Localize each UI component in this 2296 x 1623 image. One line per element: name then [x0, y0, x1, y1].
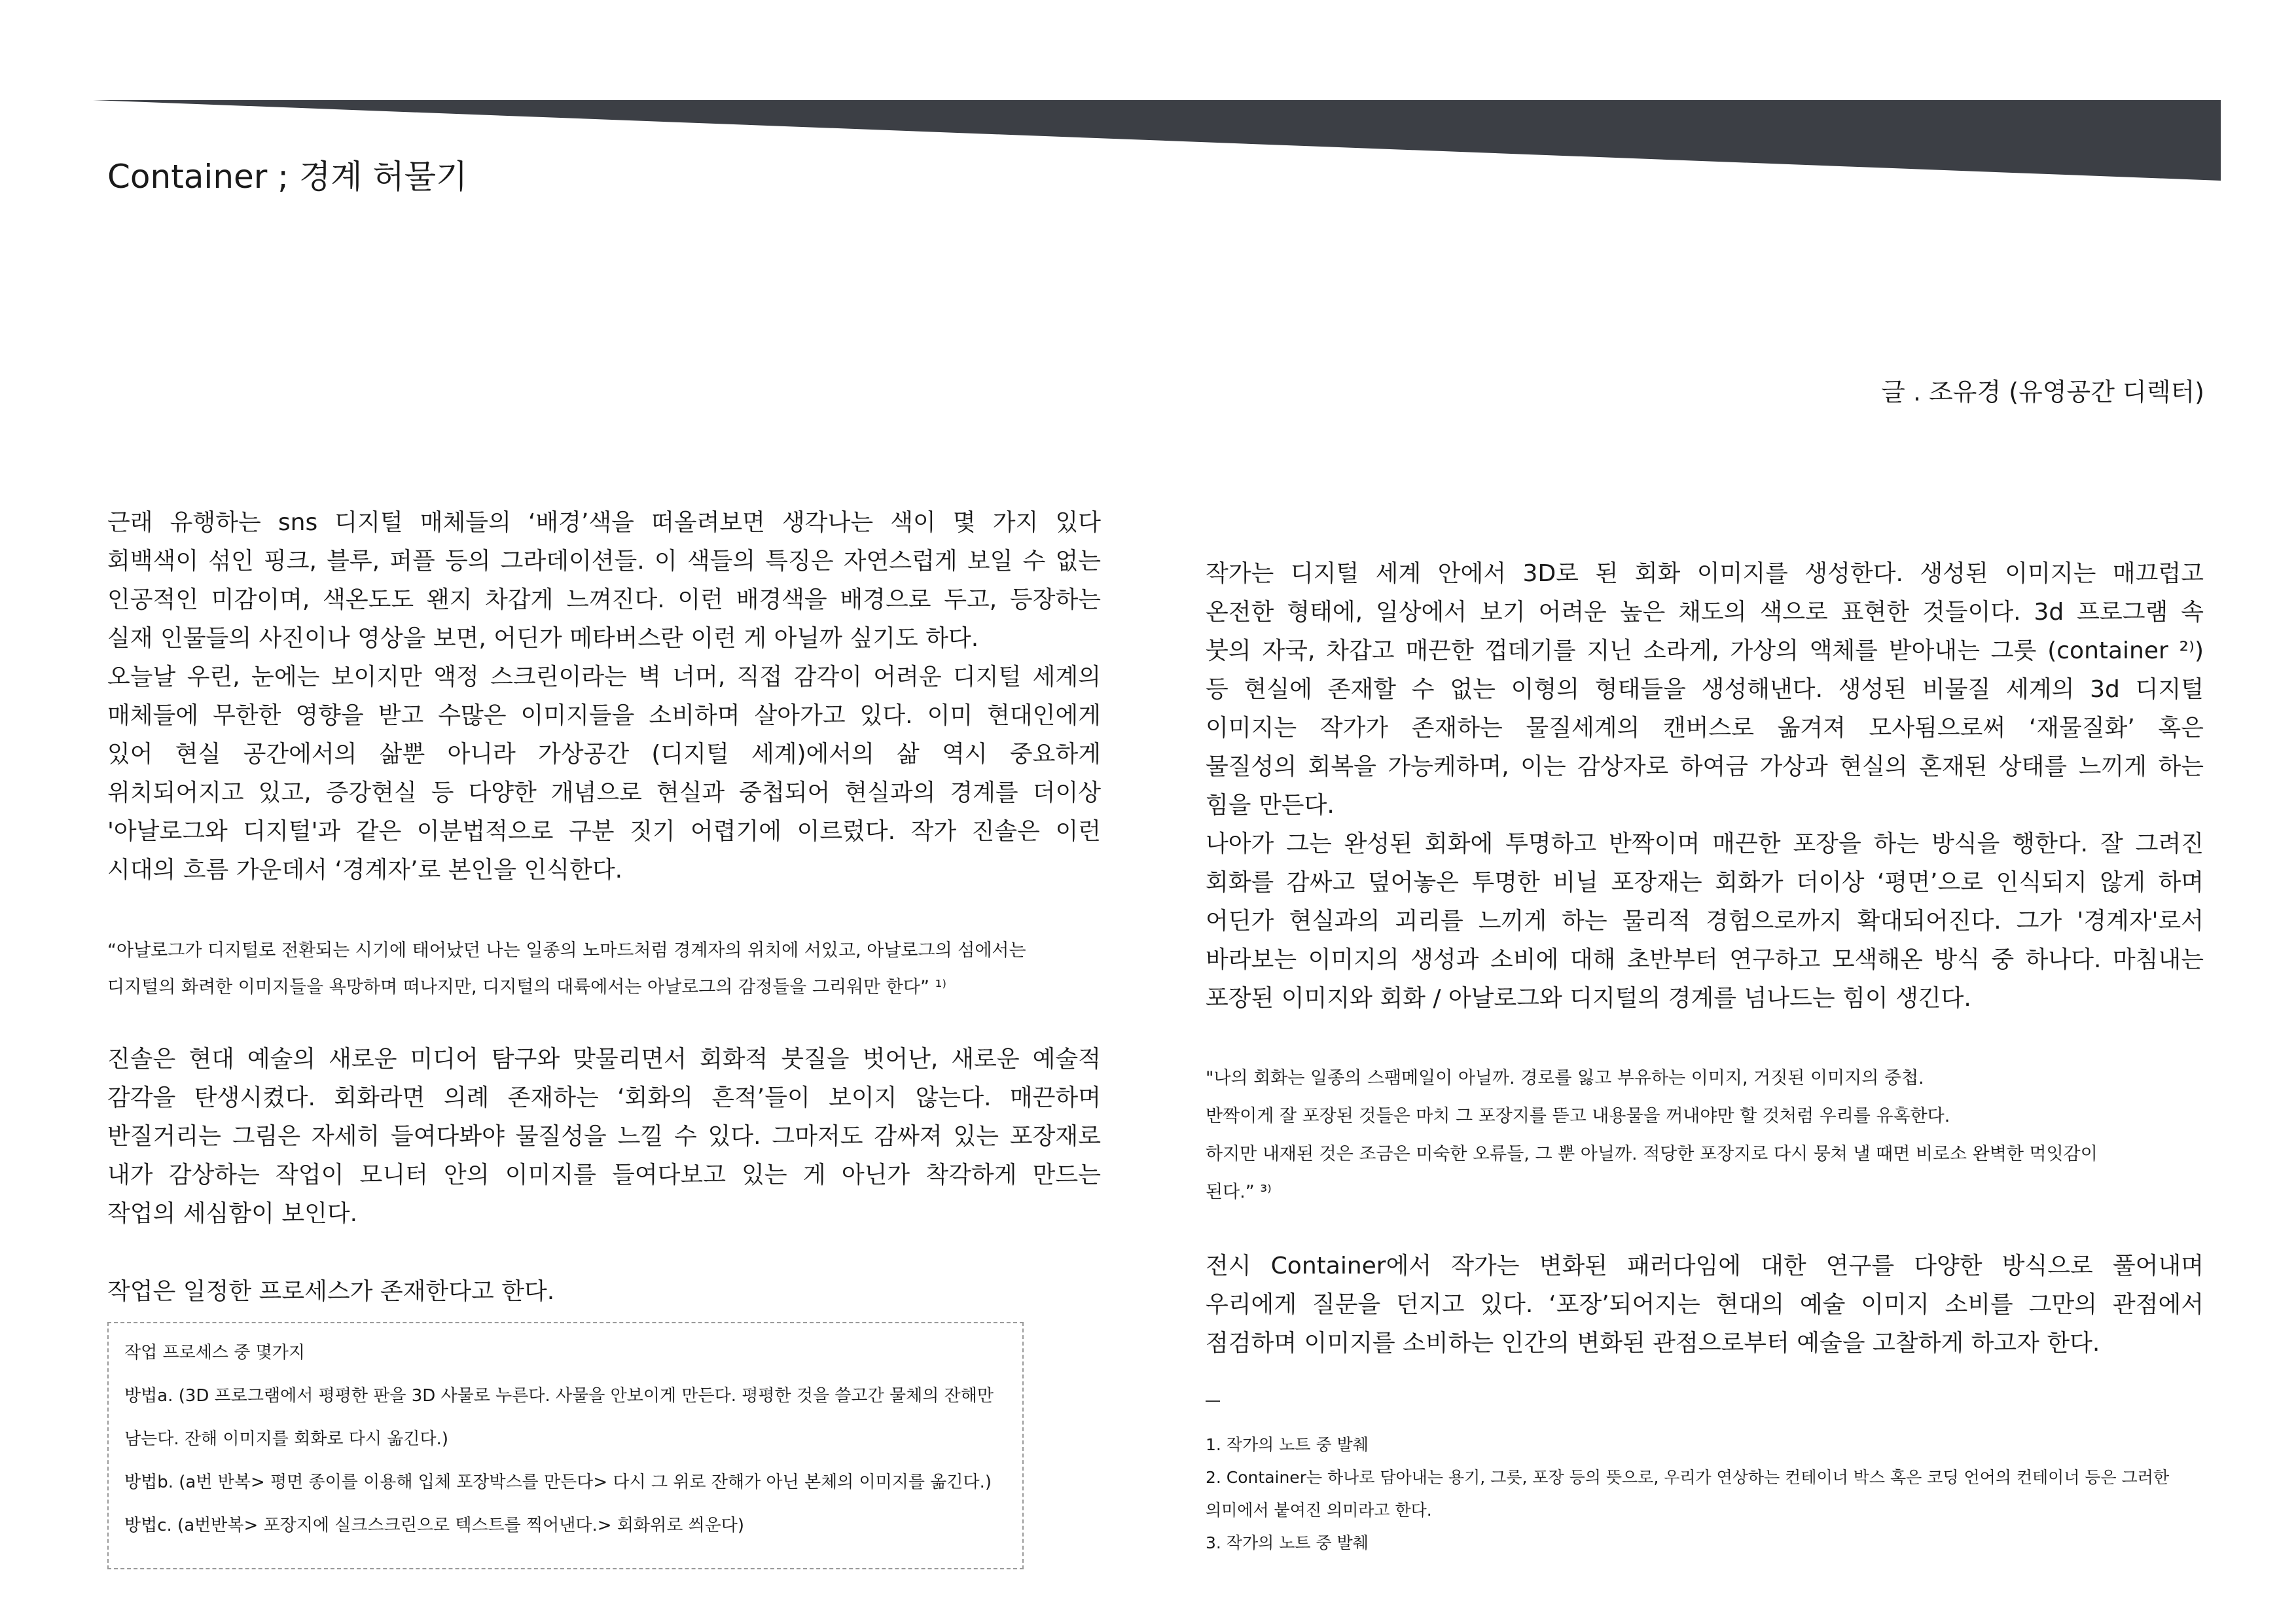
- right-quote-line: "나의 회화는 일종의 스팸메일이 아닐까. 경로를 잃고 부유하는 이미지, 거짓된 이미지의 중첩.: [1206, 1068, 1924, 1088]
- left-para1-line: '아날로그와 디지털'과 같은 이분법적으로 구분 짓기 어렵기에 이르렀다. 작가 진솔은 이런: [107, 818, 1101, 845]
- right-para1-line: 물질성의 회복을 가능케하며, 이는 감상자로 하여금 가상과 현실의 혼재된 상태를 느끼게 하는: [1206, 753, 2204, 780]
- right-para2-line: 점검하며 이미지를 소비하는 인간의 변화된 관점으로부터 예술을 고찰하게 하고자 한다.: [1206, 1330, 2100, 1357]
- right-para1-line: 힘을 만든다.: [1206, 792, 1335, 819]
- right-para2-line: 전시 Container에서 작가는 변화된 패러다임에 대한 연구를 다양한 방식으로 풀어내며: [1206, 1253, 2204, 1279]
- left-quote-line: “아날로그가 디지털로 전환되는 시기에 태어났던 나는 일종의 노마드처럼 경계자의 위치에 서있고, 아날로그의 섬에서는: [107, 940, 1026, 961]
- right-para1-line: 등 현실에 존재할 수 없는 이형의 형태들을 생성해낸다. 생성된 비물질 세계의 3d 디지털: [1206, 676, 2204, 703]
- left-para1-line: 위치되어지고 있고, 증강현실 등 다양한 개념으로 현실과 중첩되어 현실과의 경계를 더이상: [107, 779, 1101, 806]
- right-para1-line: 이미지는 작가가 존재하는 물질세계의 캔버스로 옮겨져 모사됨으로써 ‘재물질화’ 혹은: [1206, 715, 2204, 741]
- right-para1-line: 작가는 디지털 세계 안에서 3D로 된 회화 이미지를 생성한다. 생성된 이미지는 매끄럽고: [1206, 560, 2204, 587]
- left-para2-line: 내가 감상하는 작업이 모니터 안의 이미지를 들여다보고 있는 게 아닌가 착각하게 만드는: [107, 1162, 1101, 1188]
- right-para1-line: 붓의 자국, 차갑고 매끈한 껍데기를 지닌 소라게, 가상의 액체를 받아내는 그릇 (container ²⁾): [1206, 637, 2204, 664]
- left-para1-line: 매체들에 무한한 영향을 받고 수많은 이미지들을 소비하며 살아가고 있다. 이미 현대인에게: [107, 702, 1101, 729]
- process-method-line: 방법a. (3D 프로그램에서 평평한 판을 3D 사물로 누른다. 사물을 안보이게 만든다. 평평한 것을 쓸고간 물체의 잔해만: [124, 1386, 994, 1406]
- footnote-line: 1. 작가의 노트 중 발췌: [1206, 1435, 1369, 1454]
- left-para1-line: 근래 유행하는 sns 디지털 매체들의 ‘배경’색을 떠올려보면 생각나는 색이 몇 가지 있다: [107, 509, 1101, 536]
- right-para1-line: 나아가 그는 완성된 회화에 투명하고 반짝이며 매끈한 포장을 하는 방식을 행한다. 잘 그려진: [1206, 830, 2204, 857]
- process-box: [107, 1322, 1024, 1569]
- right-quote-line: 반짝이게 잘 포장된 것들은 마치 그 포장지를 뜯고 내용물을 꺼내야만 할 것처럼 우리를 유혹한다.: [1206, 1106, 1950, 1126]
- footnote-line: 3. 작가의 노트 중 발췌: [1206, 1533, 1369, 1552]
- right-para1-line: 온전한 형태에, 일상에서 보기 어려운 높은 채도의 색으로 표현한 것들이다. 3d 프로그램 속: [1206, 599, 2204, 626]
- left-para1-line: 회백색이 섞인 핑크, 블루, 퍼플 등의 그라데이션들. 이 색들의 특징은 자연스럽게 보일 수 없는: [107, 548, 1101, 575]
- left-para1-line: 인공적인 미감이며, 색온도도 왠지 차갑게 느껴진다. 이런 배경색을 배경으로 두고, 등장하는: [107, 586, 1101, 613]
- left-para2-line: 작업의 세심함이 보인다.: [107, 1200, 358, 1227]
- left-para1-line: 있어 현실 공간에서의 삶뿐 아니라 가상공간 (디지털 세계)에서의 삶 역시 중요하게: [107, 741, 1101, 768]
- left-para3: 작업은 일정한 프로세스가 존재한다고 한다.: [107, 1278, 555, 1305]
- footnote-line: 의미에서 붙여진 의미라고 한다.: [1206, 1501, 1432, 1520]
- right-para1-line: 어딘가 현실과의 괴리를 느끼게 하는 물리적 경험으로까지 확대되어진다. 그가 '경계자'로서: [1206, 908, 2204, 935]
- left-para1-line: 시대의 흐름 가운데서 ‘경계자’로 본인을 인식한다.: [107, 857, 623, 883]
- left-quote-line: 디지털의 화려한 이미지들을 욕망하며 떠나지만, 디지털의 대륙에서는 아날로그의 감정들을 그리워만 한다” ¹⁾: [107, 977, 947, 997]
- left-para1-line: 오늘날 우린, 눈에는 보이지만 액정 스크린이라는 벽 너머, 직접 감각이 어려운 디지털 세계의: [107, 664, 1101, 690]
- process-method-line: 방법c. (a번반복> 포장지에 실크스크린으로 텍스트를 찍어낸다.> 회화위로 씌운다): [124, 1516, 745, 1535]
- right-quote-line: 하지만 내재된 것은 조금은 미숙한 오류들, 그 뿐 아닐까. 적당한 포장지로 다시 뭉쳐 낼 때면 비로소 완벽한 먹잇감이: [1206, 1144, 2098, 1164]
- page-title: Container ; 경계 허물기: [107, 158, 468, 196]
- left-para2-line: 반질거리는 그림은 자세히 들여다봐야 물질성을 느낄 수 있다. 그마저도 감싸져 있는 포장재로: [107, 1123, 1101, 1150]
- right-quote-line: 된다.” ³⁾: [1206, 1182, 1272, 1202]
- footnote-divider: [1206, 1400, 1220, 1402]
- footnote-line: 2. Container는 하나로 담아내는 용기, 그릇, 포장 등의 뜻으로, 우리가 연상하는 컨테이너 박스 혹은 코딩 언어의 컨테이너 등은 그러한: [1206, 1468, 2170, 1487]
- right-para1-line: 회화를 감싸고 덮어놓은 투명한 비닐 포장재는 회화가 더이상 ‘평면’으로 인식되지 않게 하며: [1206, 869, 2204, 896]
- left-para2-line: 감각을 탄생시켰다. 회화라면 의례 존재하는 ‘회화의 흔적’들이 보이지 않는다. 매끈하며: [107, 1084, 1101, 1111]
- left-para2-line: 진솔은 현대 예술의 새로운 미디어 탐구와 맞물리면서 회화적 붓질을 벗어난, 새로운 예술적: [107, 1046, 1101, 1073]
- author-byline: 글 . 조유경 (유영공간 디렉터): [1881, 378, 2204, 406]
- right-para1-line: 포장된 이미지와 회화 / 아날로그와 디지털의 경계를 넘나드는 힘이 생긴다.: [1206, 985, 1971, 1012]
- right-para2-line: 우리에게 질문을 던지고 있다. ‘포장’되어지는 현대의 예술 이미지 소비를 그만의 관점에서: [1206, 1291, 2204, 1318]
- process-method-line: 남는다. 잔해 이미지를 회화로 다시 옮긴다.): [124, 1429, 448, 1449]
- left-para1-line: 실재 인물들의 사진이나 영상을 보면, 어딘가 메타버스란 이런 게 아닐까 싶기도 하다.: [107, 625, 979, 652]
- process-method-line: 방법b. (a번 반복> 평면 종이를 이용해 입체 포장박스를 만든다> 다시 그 위로 잔해가 아닌 본체의 이미지를 옮긴다.): [124, 1472, 992, 1492]
- right-para1-line: 바라보는 이미지의 생성과 소비에 대해 초반부터 연구하고 모색해온 방식 중 하나다. 마침내는: [1206, 946, 2204, 973]
- process-box-title: 작업 프로세스 중 몇가지: [124, 1343, 305, 1363]
